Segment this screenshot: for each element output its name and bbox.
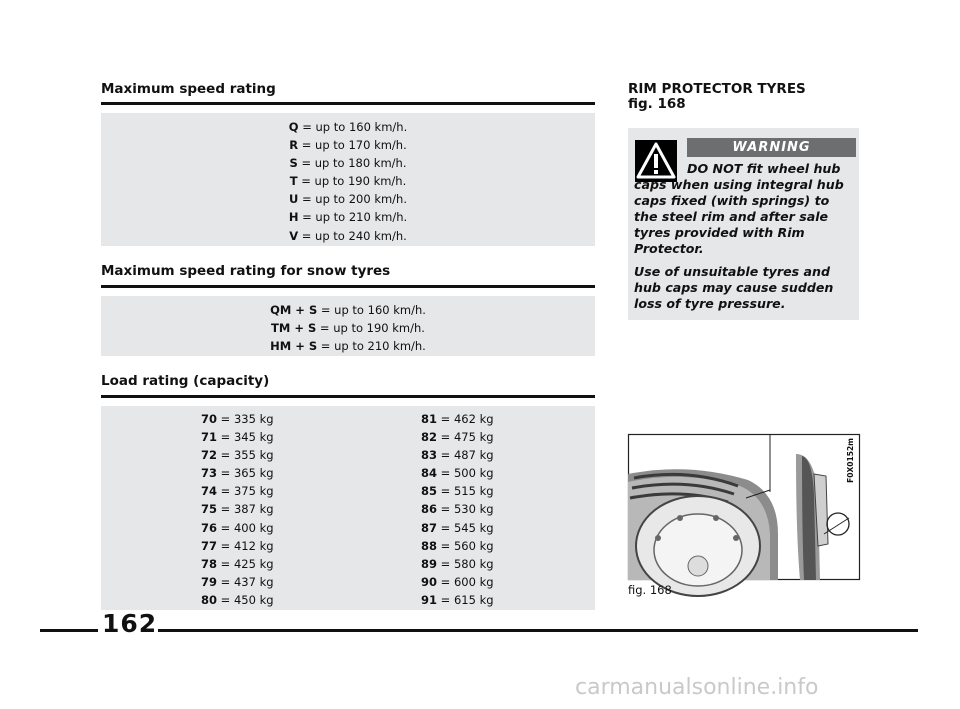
- load-row: 91 = 615 kg: [421, 592, 494, 607]
- snow-row: QM + S = up to 160 km/h.: [270, 303, 426, 317]
- snow-row: TM + S = up to 190 km/h.: [271, 321, 425, 336]
- speed-row: R = up to 170 km/h.: [289, 138, 407, 153]
- rim-protector-tyre-figure: [628, 434, 860, 580]
- rim-protector-heading: [628, 82, 806, 112]
- speed-row: V = up to 240 km/h.: [289, 228, 407, 243]
- figure-code-label: [846, 434, 879, 494]
- load-row: 72 = 355 kg: [201, 448, 274, 463]
- load-row: 84 = 500 kg: [421, 466, 494, 481]
- warning-label: WARNING: [687, 138, 856, 157]
- load-row: 88 = 560 kg: [421, 538, 494, 553]
- load-row: 78 = 425 kg: [201, 556, 274, 571]
- rim-protector-title: RIM PROTECTOR TYRES: [628, 81, 806, 97]
- load-row: 89 = 580 kg: [421, 556, 494, 571]
- rim-protector-fig-ref: fig. 168: [628, 96, 686, 112]
- load-row: 73 = 365 kg: [201, 466, 274, 481]
- load-row: 79 = 437 kg: [201, 574, 274, 589]
- speed-row: H = up to 210 km/h.: [288, 210, 408, 225]
- speed-rating-rule: [101, 102, 595, 105]
- load-row: 85 = 515 kg: [421, 484, 494, 499]
- snow-rating-title: Maximum speed rating for snow tyres: [101, 263, 391, 279]
- load-row: 74 = 375 kg: [201, 484, 274, 499]
- load-row: 82 = 475 kg: [421, 430, 494, 445]
- speed-row: S = up to 180 km/h.: [289, 156, 407, 171]
- load-rating-title: Load rating (capacity): [101, 373, 270, 389]
- load-row: 71 = 345 kg: [201, 430, 274, 445]
- watermark: carmanualsonline.info: [575, 675, 819, 700]
- speed-row: Q = up to 160 km/h.: [288, 120, 408, 134]
- snow-rating-box: [101, 296, 595, 356]
- warning-text: [634, 161, 856, 312]
- page-number: 162: [102, 609, 158, 638]
- load-row: 75 = 387 kg: [201, 502, 274, 517]
- speed-row: T = up to 190 km/h.: [289, 174, 407, 189]
- speed-row: U = up to 200 km/h.: [288, 192, 408, 207]
- speed-rating-box: [101, 113, 595, 246]
- warning-box: [628, 128, 859, 320]
- snow-row: HM + S = up to 210 km/h.: [270, 339, 426, 354]
- load-row: 70 = 335 kg: [201, 412, 274, 426]
- load-row: 81 = 462 kg: [421, 412, 494, 426]
- load-row: 77 = 412 kg: [201, 538, 274, 553]
- footer-rule-left: [40, 629, 98, 632]
- load-row: 87 = 545 kg: [421, 520, 494, 535]
- svg-text:F0X0152m: F0X0152m: [846, 438, 855, 483]
- figure-caption: fig. 168: [628, 583, 672, 597]
- speed-rating-list: [101, 118, 595, 245]
- load-rating-left-column: [201, 410, 274, 609]
- load-row: 86 = 530 kg: [421, 502, 494, 517]
- load-rating-rule: [101, 395, 595, 398]
- load-row: 80 = 450 kg: [201, 592, 274, 607]
- snow-rating-rule: [101, 285, 595, 288]
- footer-rule-right: [158, 629, 918, 632]
- load-row: 76 = 400 kg: [201, 520, 274, 535]
- warning-paragraph: DO NOT fit wheel hub caps when using integral hub caps fixed (with springs) to the steel rim and after sale tyres provided with Rim Protector.: [634, 161, 844, 256]
- load-row: 90 = 600 kg: [421, 574, 494, 589]
- load-row: 83 = 487 kg: [421, 448, 494, 463]
- load-rating-right-column: [421, 410, 494, 609]
- speed-rating-title: Maximum speed rating: [101, 81, 276, 97]
- load-rating-box: [101, 406, 595, 610]
- warning-paragraph: Use of unsuitable tyres and hub caps may cause sudden loss of tyre pressure.: [634, 264, 834, 311]
- snow-rating-list: [101, 301, 595, 355]
